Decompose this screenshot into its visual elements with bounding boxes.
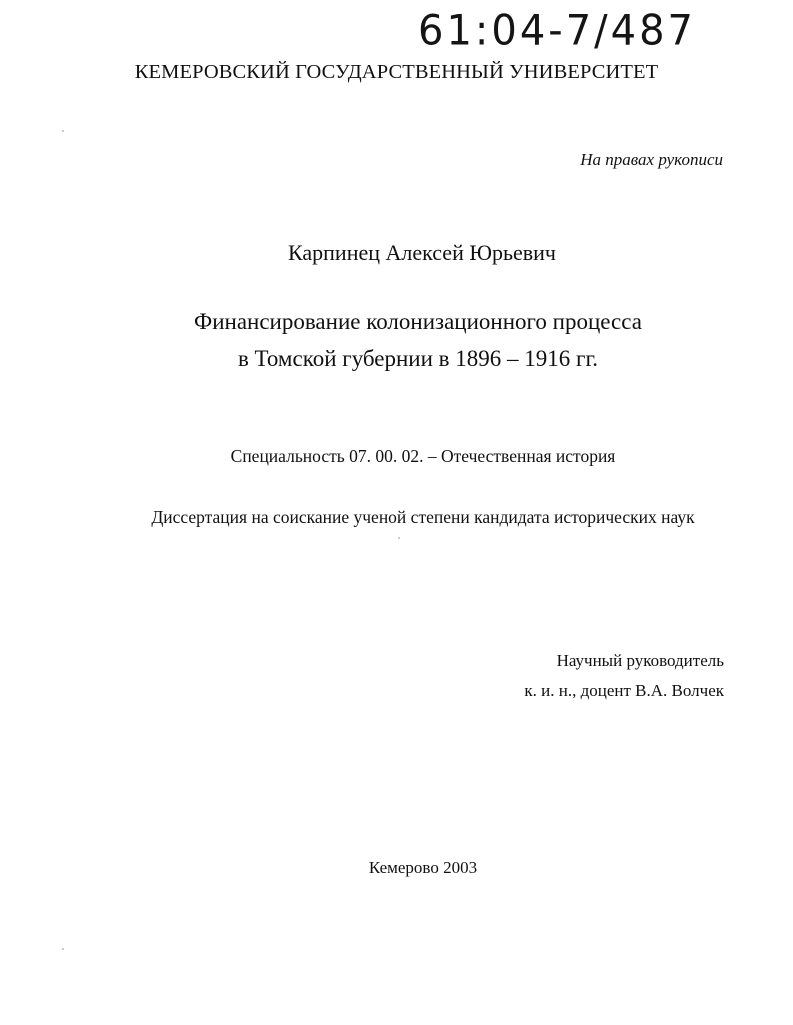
advisor-role: Научный руководитель	[556, 651, 724, 670]
scan-speck	[62, 130, 64, 132]
thesis-title-line-2: в Томской губернии в 1896 – 1916 гг.	[237, 346, 599, 371]
advisor-name: к. и. н., доцент В.А. Волчек	[524, 681, 724, 700]
handwritten-catalog-code: 61:04-7/487	[418, 6, 696, 56]
dissertation-degree: Диссертация на соискание ученой степени кандидата исторических наук	[151, 507, 695, 527]
thesis-title-line-1: Финансирование колонизационного процесса	[194, 309, 642, 334]
scan-speck	[62, 948, 64, 950]
author-name: Карпинец Алексей Юрьевич	[288, 240, 556, 265]
scan-speck	[398, 537, 400, 539]
specialty: Специальность 07. 00. 02. – Отечественная история	[230, 446, 616, 466]
university-name: КЕМЕРОВСКИЙ ГОСУДАРСТВЕННЫЙ УНИВЕРСИТЕТ	[134, 61, 659, 83]
city-year: Кемерово 2003	[368, 858, 478, 877]
rights-note: На правах рукописи	[580, 150, 723, 169]
